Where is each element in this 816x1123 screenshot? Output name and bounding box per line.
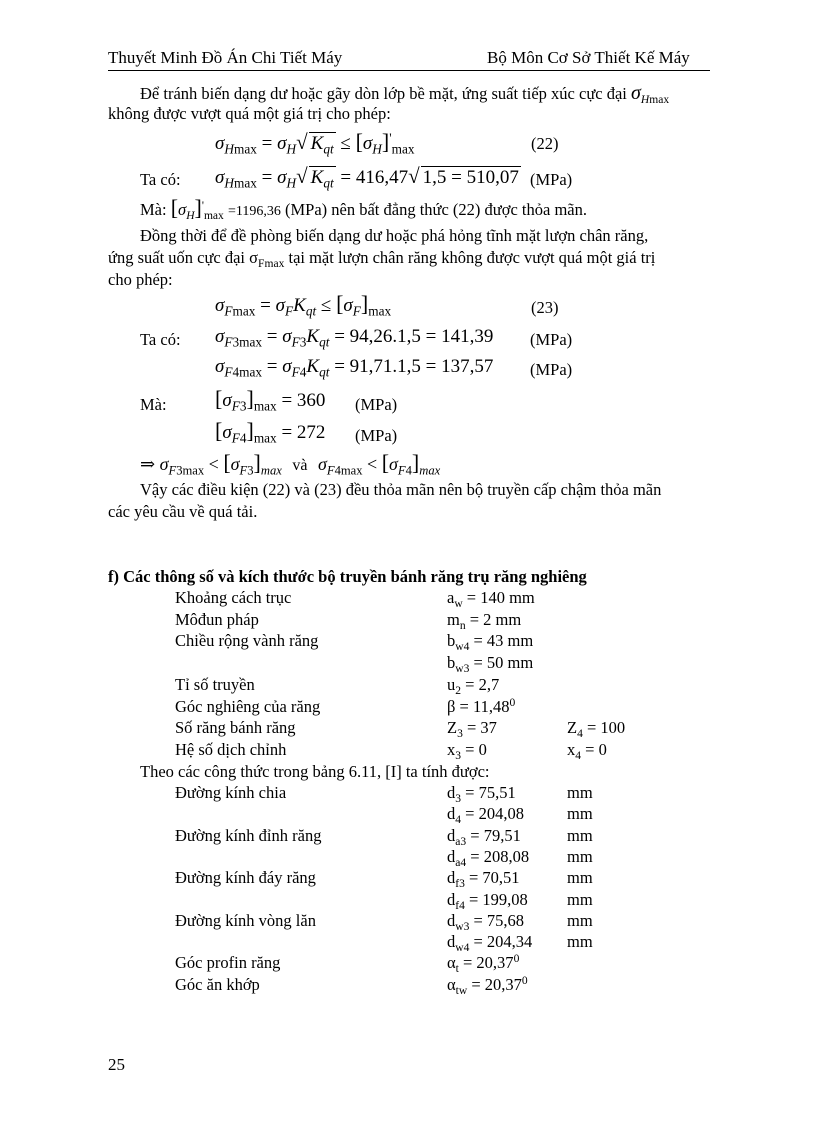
taco-1-label: Ta có: — [140, 170, 181, 189]
param-label: Góc nghiêng của răng — [175, 696, 321, 716]
param-label: Hệ số dịch chỉnh — [175, 739, 287, 759]
param-value: $x_3 = 0$ — [447, 739, 487, 762]
paragraph-1-line-1: Để tránh biến dạng dư hoặc gãy dòn lớp bề mặt, ứng suất tiếp xúc cực đại $\sigma_{Hmax}$ — [140, 82, 670, 107]
param-value: $m_n = 2$ mm — [447, 609, 522, 632]
equation-22-number: (22) — [531, 134, 559, 153]
param-value: $\beta = 11,48^0$ — [447, 696, 516, 716]
conclusion-line-1: Vậy các điều kiện (22) và (23) đều thỏa mãn nên bộ truyền cấp chậm thỏa mãn — [140, 480, 662, 499]
param-value: $Z_3 = 37$ — [447, 718, 497, 741]
taco-2-unit-f3: (MPa) — [530, 330, 573, 349]
param-unit: mm — [567, 868, 593, 888]
paragraph-2-line-1: Đồng thời để đề phòng biến dạng dư hoặc phá hỏng tĩnh mặt lượn chân răng, — [140, 226, 649, 245]
param-value: $u_2 = 2,7$ — [447, 674, 500, 697]
paragraph-2-line-2: ứng suất uốn cực đại $\sigma_{Fmax}$ tại mặt lượn chân răng không được vượt quá một giá trị — [108, 248, 656, 271]
equation-taco-1: $\sigma_{Hmax} = \sigma_H√$ $K_{qt} = 416,47√$ 1,5 = 510,07 — [215, 164, 519, 191]
implication-line: ⇒ $\sigma_{F3max} < [\sigma_{F3}]_{max}$ và $\sigma_{F4max} < [\sigma_{F4}]_{max}$ — [140, 450, 441, 478]
paragraph-2-line-3: cho phép: — [108, 270, 173, 289]
param-label: Tỉ số truyền — [175, 674, 255, 694]
ma-1-line: Mà: $[\sigma_H]'_{max} =1196,36$ (MPa) nên bất đẳng thức (22) được thỏa mãn. — [140, 195, 587, 223]
limit-f3: $[\sigma_{F3}]_{max} = 360$ — [215, 386, 326, 414]
equation-22: $\sigma_{Hmax} = \sigma_H√$ $K_{qt} \le [\sigma_H]'_{max}$ — [215, 129, 415, 157]
param-label: Góc profin răng — [175, 953, 281, 973]
conclusion-line-2: các yêu cầu về quá tải. — [108, 502, 258, 521]
taco-1-unit: (MPa) — [530, 170, 573, 189]
ma-2-label: Mà: — [140, 395, 167, 414]
param-value: $d_{w3} = 75,68$ — [447, 910, 525, 933]
limit-f3-unit: (MPa) — [355, 395, 398, 414]
header-left: Thuyết Minh Đồ Án Chi Tiết Máy — [108, 48, 343, 67]
equation-f3: $\sigma_{F3max} = \sigma_{F3}K_{qt} = 94,26.1,5 = 141,39$ — [215, 326, 494, 350]
param-value: $d_{a4} = 208,08$ — [447, 846, 530, 869]
param-label: Số răng bánh răng — [175, 718, 296, 738]
param-label: Khoảng cách trục — [175, 588, 292, 607]
param-value: $\alpha_t = 20,37^0$ — [447, 953, 520, 976]
header-right: Bộ Môn Cơ Sở Thiết Kế Máy — [487, 48, 690, 67]
param-value: $d_3 = 75,51$ — [447, 783, 516, 806]
taco-2-label: Ta có: — [140, 330, 181, 349]
param-label: Môđun pháp — [175, 609, 259, 629]
param-unit: mm — [567, 783, 593, 802]
theo-cong-thuc: Theo các công thức trong bảng 6.11, [I] ta tính được: — [140, 762, 490, 781]
param-label: Đường kính đỉnh răng — [175, 825, 322, 845]
param-unit: mm — [567, 846, 593, 866]
section-f-title: f) Các thông số và kích thước bộ truyền bánh răng trụ răng nghiêng — [108, 567, 587, 586]
limit-f4: $[\sigma_{F4}]_{max} = 272$ — [215, 418, 326, 446]
param-value: $a_w = 140$ mm — [447, 588, 535, 611]
taco-2-unit-f4: (MPa) — [530, 360, 573, 379]
param-value: $d_{w4} = 204,34$ — [447, 932, 533, 955]
param-unit: mm — [567, 889, 593, 909]
param-value: $\alpha_{tw} = 20,37^0$ — [447, 974, 528, 997]
paragraph-1-line-2: không được vượt quá một giá trị cho phép: — [108, 104, 391, 123]
limit-f4-unit: (MPa) — [355, 426, 398, 445]
param-label: Góc ăn khớp — [175, 974, 260, 994]
param-value-2: $Z_4 = 100$ — [567, 718, 626, 741]
equation-23: $\sigma_{Fmax} = \sigma_FK_{qt} \le [\sigma_F]_{max}$ — [215, 291, 392, 319]
param-unit: mm — [567, 804, 593, 824]
param-unit: mm — [567, 825, 593, 845]
param-label: Đường kính vòng lăn — [175, 910, 316, 930]
page-number: 25 — [108, 1055, 125, 1074]
param-value-2: $x_4 = 0$ — [567, 739, 607, 762]
param-value: $d_{a3} = 79,51$ — [447, 825, 521, 848]
header-rule — [108, 70, 710, 71]
equation-23-number: (23) — [531, 298, 559, 317]
param-value: $b_{w4} = 43$ mm — [447, 631, 534, 654]
param-value: $d_4 = 204,08$ — [447, 804, 524, 827]
param-unit: mm — [567, 910, 593, 930]
param-label: Chiều rộng vành răng — [175, 631, 319, 651]
param-value: $d_{f3} = 70,51$ — [447, 868, 520, 891]
param-value: $b_{w3} = 50$ mm — [447, 653, 534, 676]
param-unit: mm — [567, 932, 593, 952]
equation-f4: $\sigma_{F4max} = \sigma_{F4}K_{qt} = 91,71.1,5 = 137,57$ — [215, 356, 494, 380]
param-label: Đường kính chia — [175, 783, 287, 802]
param-label: Đường kính đáy răng — [175, 868, 316, 888]
param-value: $d_{f4} = 199,08$ — [447, 889, 528, 912]
